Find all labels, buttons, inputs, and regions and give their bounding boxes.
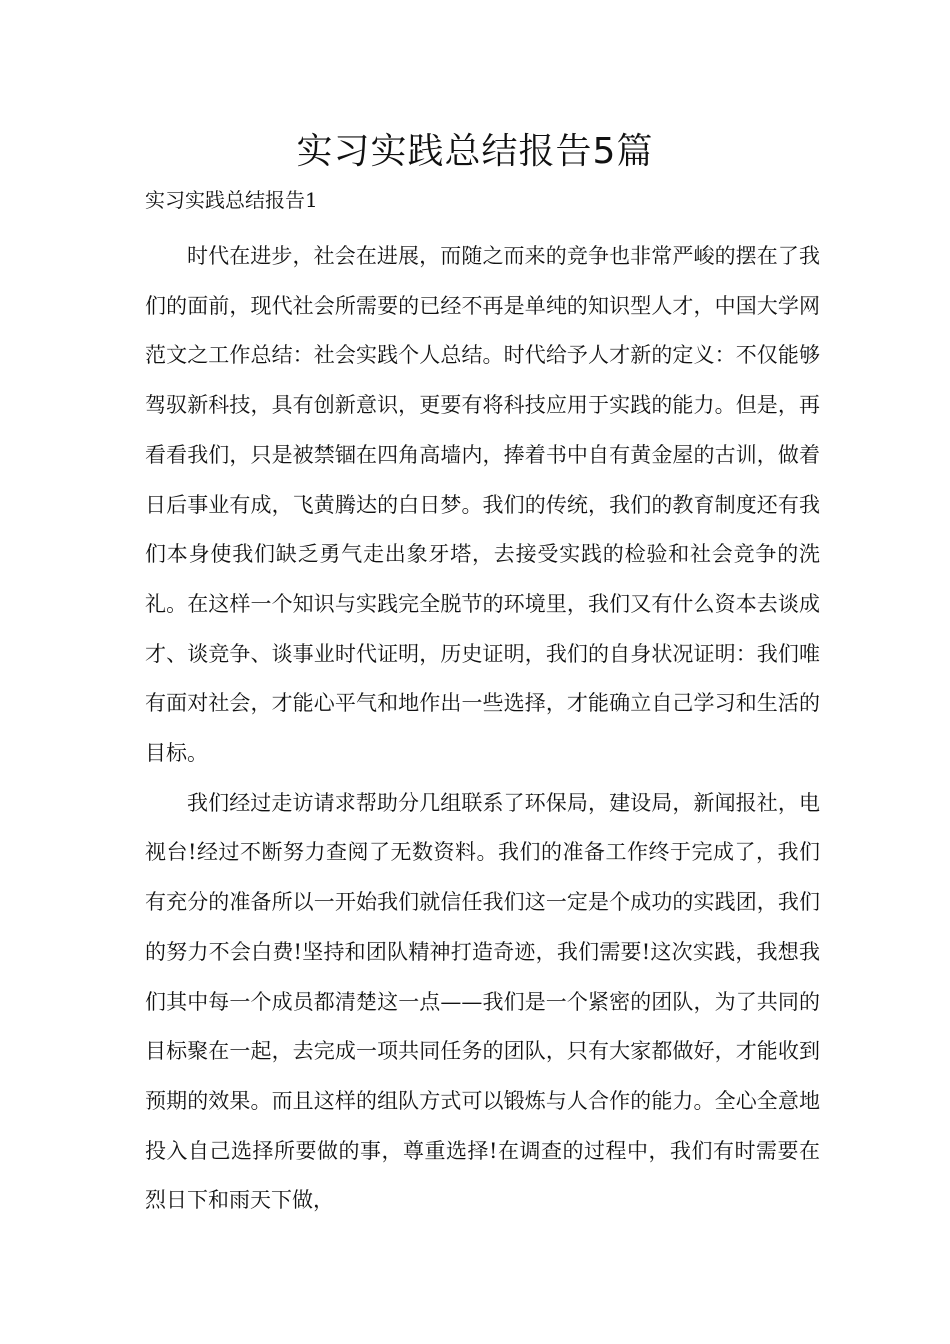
paragraph-2: 我们经过走访请求帮助分几组联系了环保局，建设局，新闻报社，电视台!经过不断努力查阅了无数资料。我们的准备工作终于完成了，我们有充分的准备所以一开始我们就信任我们这一定是个成功的实践团，我们的努力不会白费!坚持和团队精神打造奇迹，我们需要!这次实践，我想我们其中每一个成员都清楚这一点——我们是一个紧密的团队，为了共同的目标聚在一起，去完成一项共同任务的团队，只有大家都做好，才能收到预期的效果。而且这样的组队方式可以锻炼与人合作的能力。全心全意地投入自己选择所要做的事，尊重选择!在调查的过程中，我们有时需要在烈日下和雨天下做，: [145, 790, 820, 1213]
section-heading: 实习实践总结报告1: [145, 188, 318, 212]
document-title: 实习实践总结报告5篇: [296, 131, 654, 172]
document-body: [145, 232, 820, 1226]
paragraph-1: 时代在进步，社会在进展，而随之而来的竞争也非常严峻的摆在了我们的面前，现代社会所需要的已经不再是单纯的知识型人才，中国大学网范文之工作总结：社会实践个人总结。时代给予人才新的定义：不仅能够驾驭新科技，具有创新意识，更要有将科技应用于实践的能力。但是，再看看我们，只是被禁锢在四角高墙内，捧着书中自有黄金屋的古训，做着日后事业有成，飞黄腾达的白日梦。我们的传统，我们的教育制度还有我们本身使我们缺乏勇气走出象牙塔，去接受实践的检验和社会竞争的洗礼。在这样一个知识与实践完全脱节的环境里，我们又有什么资本去谈成才、谈竞争、谈事业时代证明，历史证明，我们的自身状况证明：我们唯有面对社会，才能心平气和地作出一些选择，才能确立自己学习和生活的目标。: [145, 244, 820, 766]
